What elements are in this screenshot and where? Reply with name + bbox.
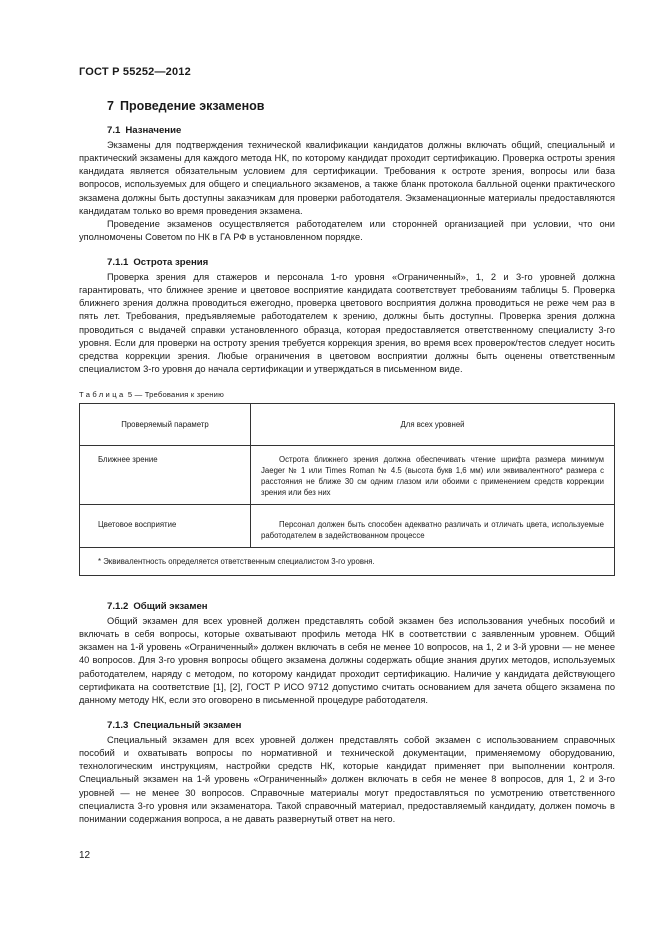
subsection-title: Назначение xyxy=(125,125,182,136)
table-footnote: * Эквивалентность определяется ответственным специалистом 3-го уровня. xyxy=(80,548,615,576)
column-header-levels: Для всех уровней xyxy=(251,404,615,446)
table-row xyxy=(80,505,615,548)
table-caption-word: Таблица xyxy=(79,390,126,399)
section-title: Проведение экзаменов xyxy=(119,99,265,113)
subsection-heading-7-1-3 xyxy=(107,720,241,731)
page-number: 12 xyxy=(79,850,91,861)
param-cell: Ближнее зрение xyxy=(80,446,251,505)
table-footnote-row xyxy=(80,548,615,576)
column-header-param: Проверяемый параметр xyxy=(80,404,251,446)
subsection-number: 7.1.3 xyxy=(107,720,129,731)
subsection-heading-7-1-2 xyxy=(107,601,208,612)
text-block-7-1 xyxy=(79,139,615,244)
subsection-number: 7.1.2 xyxy=(107,601,129,612)
value-cell: Острота ближнего зрения должна обеспечивать чтение шрифта размера минимум Jaeger № 1 или Times Roman № 4.5 (высота букв 1,6 мм) или эквивалентного* размера с расстояния не ближе 30 см одним глазом или обоими с применением средств коррекции зрения или без них xyxy=(251,446,615,505)
paragraph: Общий экзамен для всех уровней должен представлять собой экзамен без использования учебных пособий и включать в себя вопросы, которые охватывают профиль метода НК в соответствии с заявленным уровнем. Общий экзамен на 1-й уровень «Ограниченный» должен включать в себя не менее 10 вопросов, на 1, 2 и 3-й уровни — не менее 40 вопросов. Для 3-го уровня вопросы общего экзамена должны содержать общие знания других методов, используемых работодателем, наряду с методом, по которому кандидат проходит сертификацию. Наличие у кандидата действующего сертификата на соответствие [1], [2], ГОСТ Р ИСО 9712 допустимо считать основанием для зачета общего экзамена по данному методу НК, если это оговорено в письменной процедуре работодателя. xyxy=(79,616,615,705)
document-code: ГОСТ Р 55252—2012 xyxy=(79,66,191,78)
param-cell: Цветовое восприятие xyxy=(80,505,251,548)
text-block-7-1-1 xyxy=(79,271,615,376)
table-header-row xyxy=(80,404,615,446)
section-heading xyxy=(107,99,264,113)
value-cell: Персонал должен быть способен адекватно различать и отличать цвета, используемые работодателем в задействованном процессе xyxy=(251,505,615,548)
subsection-title: Общий экзамен xyxy=(133,601,208,612)
subsection-heading-7-1-1 xyxy=(107,257,208,268)
text-block-7-1-3 xyxy=(79,734,615,826)
section-number: 7 xyxy=(107,99,114,113)
vision-requirements-table xyxy=(79,403,615,576)
text-block-7-1-2 xyxy=(79,615,615,707)
subsection-title: Острота зрения xyxy=(133,257,209,268)
subsection-heading-7-1 xyxy=(107,125,181,136)
paragraph: Проведение экзаменов осуществляется работодателем или сторонней организацией при условии, что они уполномочены Советом по НК в ГА РФ в установленном порядке. xyxy=(79,218,615,243)
table-caption-text: 5 — Требования к зрению xyxy=(125,390,224,399)
subsection-number: 7.1.1 xyxy=(107,257,129,268)
subsection-title: Специальный экзамен xyxy=(133,720,242,731)
table-row xyxy=(80,446,615,505)
table-caption xyxy=(79,390,224,399)
subsection-number: 7.1 xyxy=(107,125,121,136)
paragraph: Проверка зрения для стажеров и персонала 1-го уровня «Ограниченный», 1, 2 и 3-го уровней должна гарантировать, что ближнее зрение и цветовое восприятие кандидата соответствует требованиям таблицы 5. Проверка ближнего зрения должна проводиться ежегодно, проверка цветового восприятия должна проводиться не реже чем раз в пять лет. Требования, предъявляемые работодателем к зрению, должны быть доступны. Проверка зрения должна проводиться с выдачей справки установленного образца, которая предоставляется ответственному специалисту 3-го уровня. Если для проверки на остроту зрения требуется коррекция зрения, во время всех проверок/тестов следует носить средства коррекции зрения. Любые ограничения в цветовом восприятии должны быть оценены ответственным специалистом 3-го уровня до начала сертификации и утверждаться в письменном виде. xyxy=(79,272,615,375)
paragraph: Экзамены для подтверждения технической квалификации кандидатов должны включать общий, специальный и практический экзамены для каждого метода НК, по которому кандидат проходит сертификацию. Проверка остроты зрения кандидата является обязательным условием для сертификации. Требования к остроте зрения, вопросы или база вопросов, используемых для общего и специального экзаменов, а также бланк протокола балльной оценки практического экзамена должны быть доступны заказчикам для проверки работодателя. Экзаменационные материалы предоставляются кандидатам только во время проведения экзамена. xyxy=(79,140,615,216)
paragraph: Специальный экзамен для всех уровней должен представлять собой экзамен с использованием справочных пособий и охватывать вопросы по нормативной и технической документации, применяемому оборудованию, технологическим инструкциям, настройки средств НК, которые кандидат применяет при выполнении контроля. Специальный экзамен на 1-й уровень «Ограниченный» должен включать в себя не менее 8 вопросов, для 1, 2 и 3-го уровней — не менее 30 вопросов. Справочные материалы могут предоставляться по усмотрению ответственного специалиста 3-го уровня или экзаменатора. Такой справочный материал, предоставляемый кандидату, должен помочь в понимании содержания вопроса, а не давать развернутый ответ на него. xyxy=(79,735,615,824)
